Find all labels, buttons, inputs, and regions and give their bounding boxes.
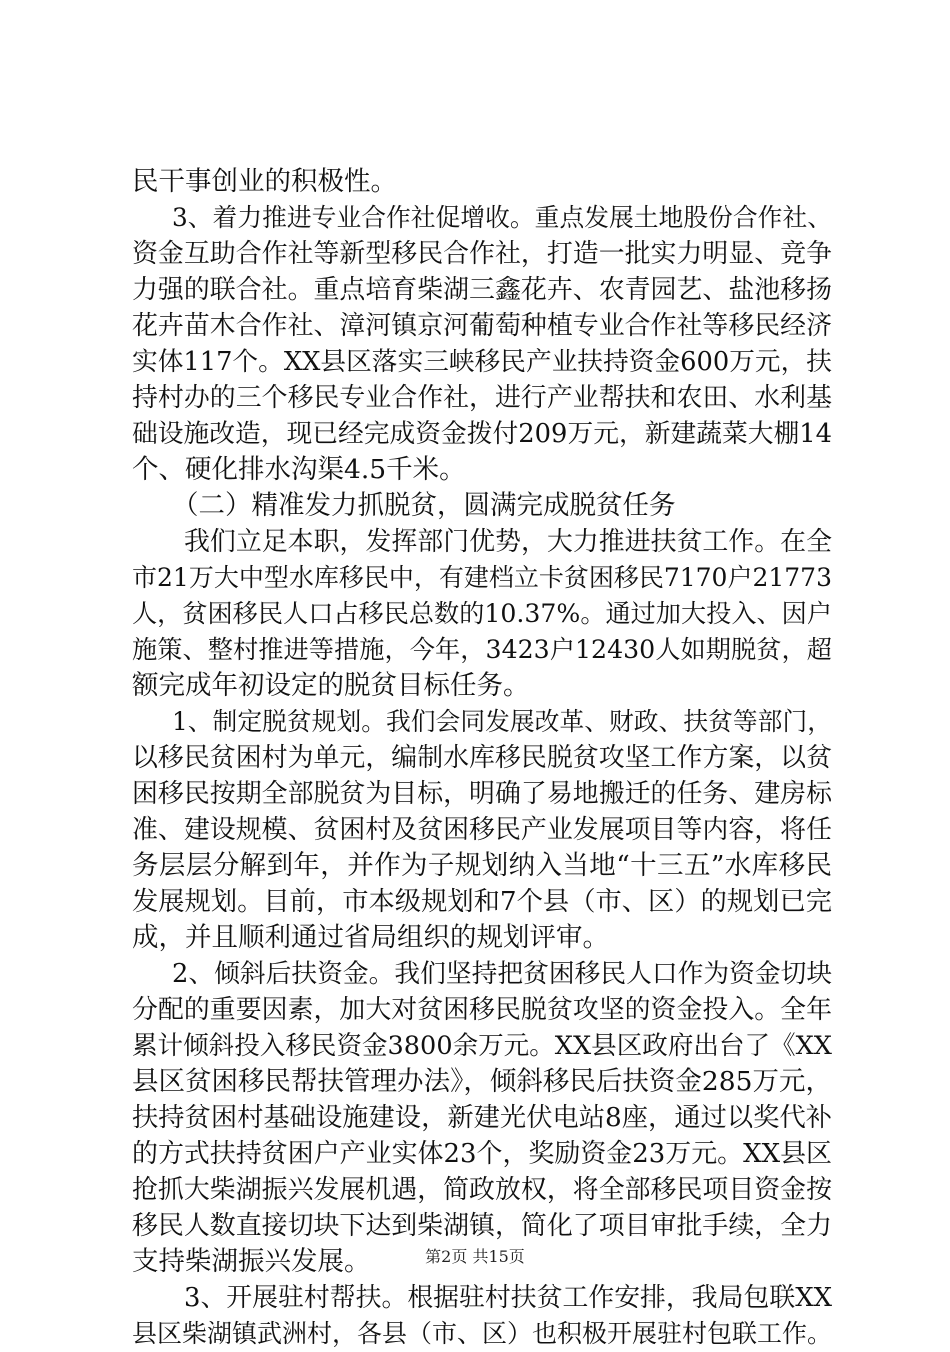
text-line: 额完成年初设定的脱贫目标任务。	[132, 670, 530, 701]
page-footer: 第2页 共15页	[425, 1247, 525, 1266]
text-line: 困移民按期全部脱贫为目标，明确了易地搬迁的任务、建房标	[132, 779, 832, 809]
text-line: 人，贫困移民人口占移民总数的10.37%。通过加大投入、因户	[132, 599, 832, 628]
text-line: 2、倾斜后扶资金。我们坚持把贫困移民人口作为资金切块	[172, 959, 833, 989]
text-line: 抢抓大柴湖振兴发展机遇，简政放权，将全部移民项目资金按	[132, 1175, 832, 1205]
text-line: 移民人数直接切块下达到柴湖镇，简化了项目审批手续，全力	[132, 1211, 832, 1241]
text-line: 施策、整村推进等措施，今年，3423户12430人如期脱贫，超	[132, 635, 832, 664]
text-line: 成，并且顺利通过省局组织的规划评审。	[132, 922, 609, 953]
text-line: 力强的联合社。重点培育柴湖三鑫花卉、农青园艺、盐池移扬	[132, 275, 832, 305]
text-line: 花卉苗木合作社、漳河镇京河葡萄种植专业合作社等移民经济	[132, 311, 832, 341]
text-line: 3、开展驻村帮扶。根据驻村扶贫工作安排，我局包联XX	[184, 1283, 833, 1313]
text-line: 发展规划。目前，市本级规划和7个县（市、区）的规划已完	[132, 887, 832, 917]
text-line: 1、制定脱贫规划。我们会同发展改革、财政、扶贫等部门，	[172, 707, 832, 736]
text-line: 县区柴湖镇武洲村，各县（市、区）也积极开展驻村包联工作。	[132, 1319, 833, 1348]
text-line: 的方式扶持贫困户产业实体23个，奖励资金23万元。XX县区	[132, 1139, 832, 1169]
text-line: （二）精准发力抓脱贫，圆满完成脱贫任务	[172, 490, 676, 521]
text-line: 市21万大中型水库移民中，有建档立卡贫困移民7170户21773	[132, 563, 832, 592]
text-line: 资金互助合作社等新型移民合作社，打造一批实力明显、竞争	[132, 239, 832, 269]
text-line: 务层层分解到年，并作为子规划纳入当地“十三五”水库移民	[132, 850, 832, 881]
text-line: 扶持贫困村基础设施建设，新建光伏电站8座，通过以奖代补	[132, 1103, 832, 1133]
text-line: 个、硬化排水沟渠4.5千米。	[132, 454, 466, 485]
text-line: 以移民贫困村为单元，编制水库移民脱贫攻坚工作方案，以贫	[132, 743, 832, 773]
text-line: 3、着力推进专业合作社促增收。重点发展土地股份合作社、	[172, 203, 832, 232]
text-line: 县区贫困移民帮扶管理办法》，倾斜移民后扶资金285万元，	[132, 1066, 832, 1097]
text-line: 民干事创业的积极性。	[132, 166, 397, 197]
text-line: 支持柴湖振兴发展。	[132, 1246, 371, 1277]
text-line: 我们立足本职，发挥部门优势，大力推进扶贫工作。在全	[184, 527, 832, 557]
text-line: 持村办的三个移民专业合作社，进行产业帮扶和农田、水利基	[132, 383, 832, 413]
text-line: 实体117个。XX县区落实三峡移民产业扶持资金600万元，扶	[132, 347, 832, 377]
text-line: 准、建设规模、贫困村及贫困移民产业发展项目等内容，将任	[132, 815, 832, 845]
text-line: 分配的重要因素，加大对贫困移民脱贫攻坚的资金投入。全年	[132, 995, 832, 1025]
text-line: 累计倾斜投入移民资金3800余万元。XX县区政府出台了《XX	[132, 1031, 832, 1061]
text-line: 础设施改造，现已经完成资金拨付209万元，新建蔬菜大棚14	[132, 419, 832, 449]
